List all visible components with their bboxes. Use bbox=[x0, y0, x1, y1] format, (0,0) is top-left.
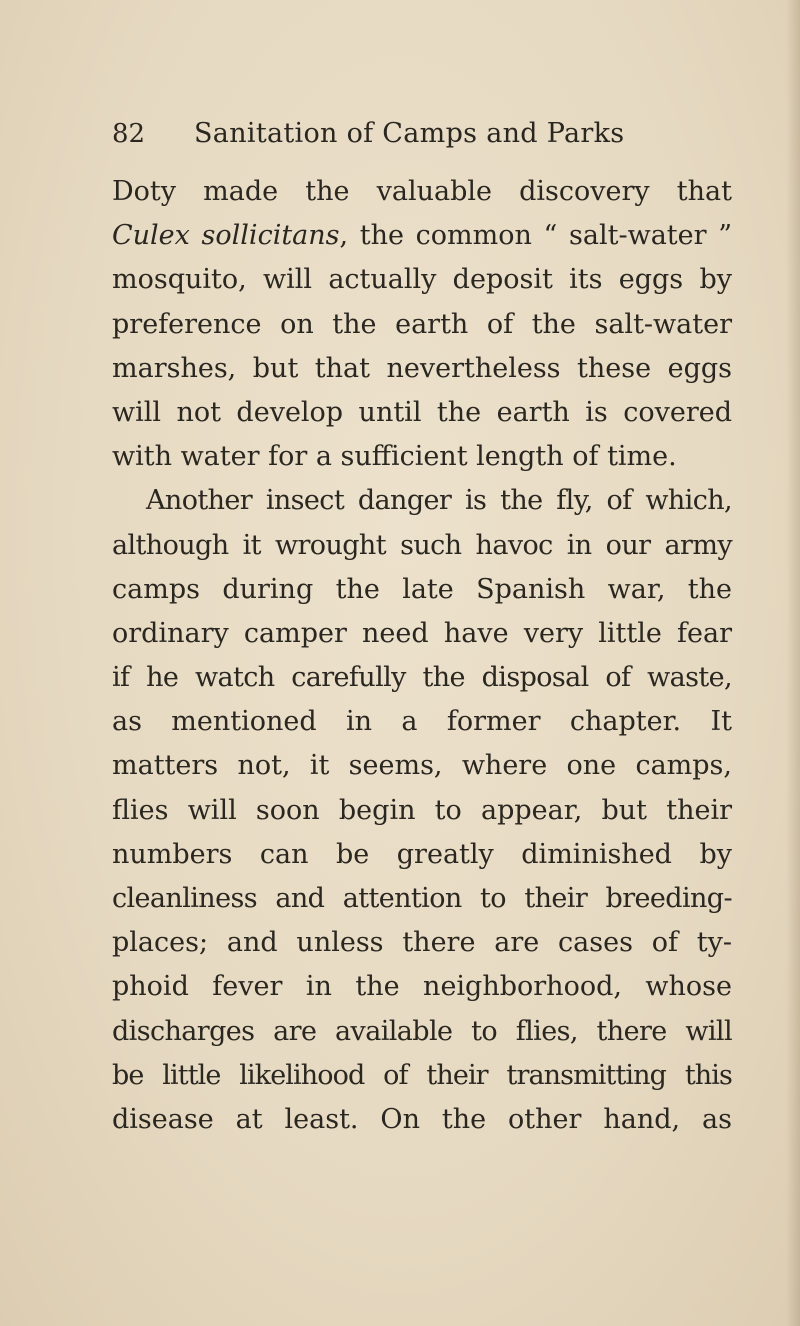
text-line: discharges are available to flies, there will bbox=[112, 1015, 732, 1047]
text-line: if he watch carefully the disposal of waste, bbox=[112, 662, 732, 694]
text-line: Doty made the valuable discovery that bbox=[112, 176, 732, 207]
text-line: mosquito, will actually deposit its eggs by bbox=[112, 264, 732, 296]
text-line: although it wrought such havoc in our army bbox=[112, 529, 732, 561]
text-line: ordinary camper need have very little fear bbox=[112, 617, 732, 649]
text-line: as mentioned in a former chapter. It bbox=[112, 706, 732, 738]
text-line: with water for a sufficient length of time. bbox=[112, 441, 677, 473]
body-text bbox=[112, 170, 732, 1142]
text-line: matters not, it seems, where one camps, bbox=[112, 750, 732, 782]
text-line: Another insect danger is the fly, of which, bbox=[146, 485, 732, 517]
text-line: be little likelihood of their transmitting this bbox=[112, 1059, 732, 1091]
text-line: will not develop until the earth is covered bbox=[112, 396, 732, 428]
page-header bbox=[112, 116, 732, 156]
text-line: phoid fever in the neighborhood, whose bbox=[112, 971, 732, 1003]
running-title: Sanitation of Camps and Parks bbox=[194, 118, 625, 149]
text-line: numbers can be greatly diminished by bbox=[112, 838, 732, 870]
text-line: preference on the earth of the salt-water bbox=[112, 308, 732, 340]
page-edge-shadow bbox=[786, 0, 800, 1326]
page-number: 82 bbox=[112, 119, 146, 149]
text-line: cleanliness and attention to their breeding- bbox=[112, 883, 732, 914]
text-fragment: , the common “ salt-water ” bbox=[339, 220, 732, 252]
text-line: marshes, but that nevertheless these eggs bbox=[112, 352, 732, 384]
text-line: disease at least. On the other hand, as bbox=[112, 1103, 732, 1135]
text-line: places; and unless there are cases of ty- bbox=[112, 927, 732, 959]
species-name: Culex sollicitans bbox=[112, 220, 340, 252]
text-line bbox=[112, 214, 732, 258]
text-line: camps during the late Spanish war, the bbox=[112, 573, 732, 605]
text-line: flies will soon begin to appear, but their bbox=[112, 794, 732, 826]
